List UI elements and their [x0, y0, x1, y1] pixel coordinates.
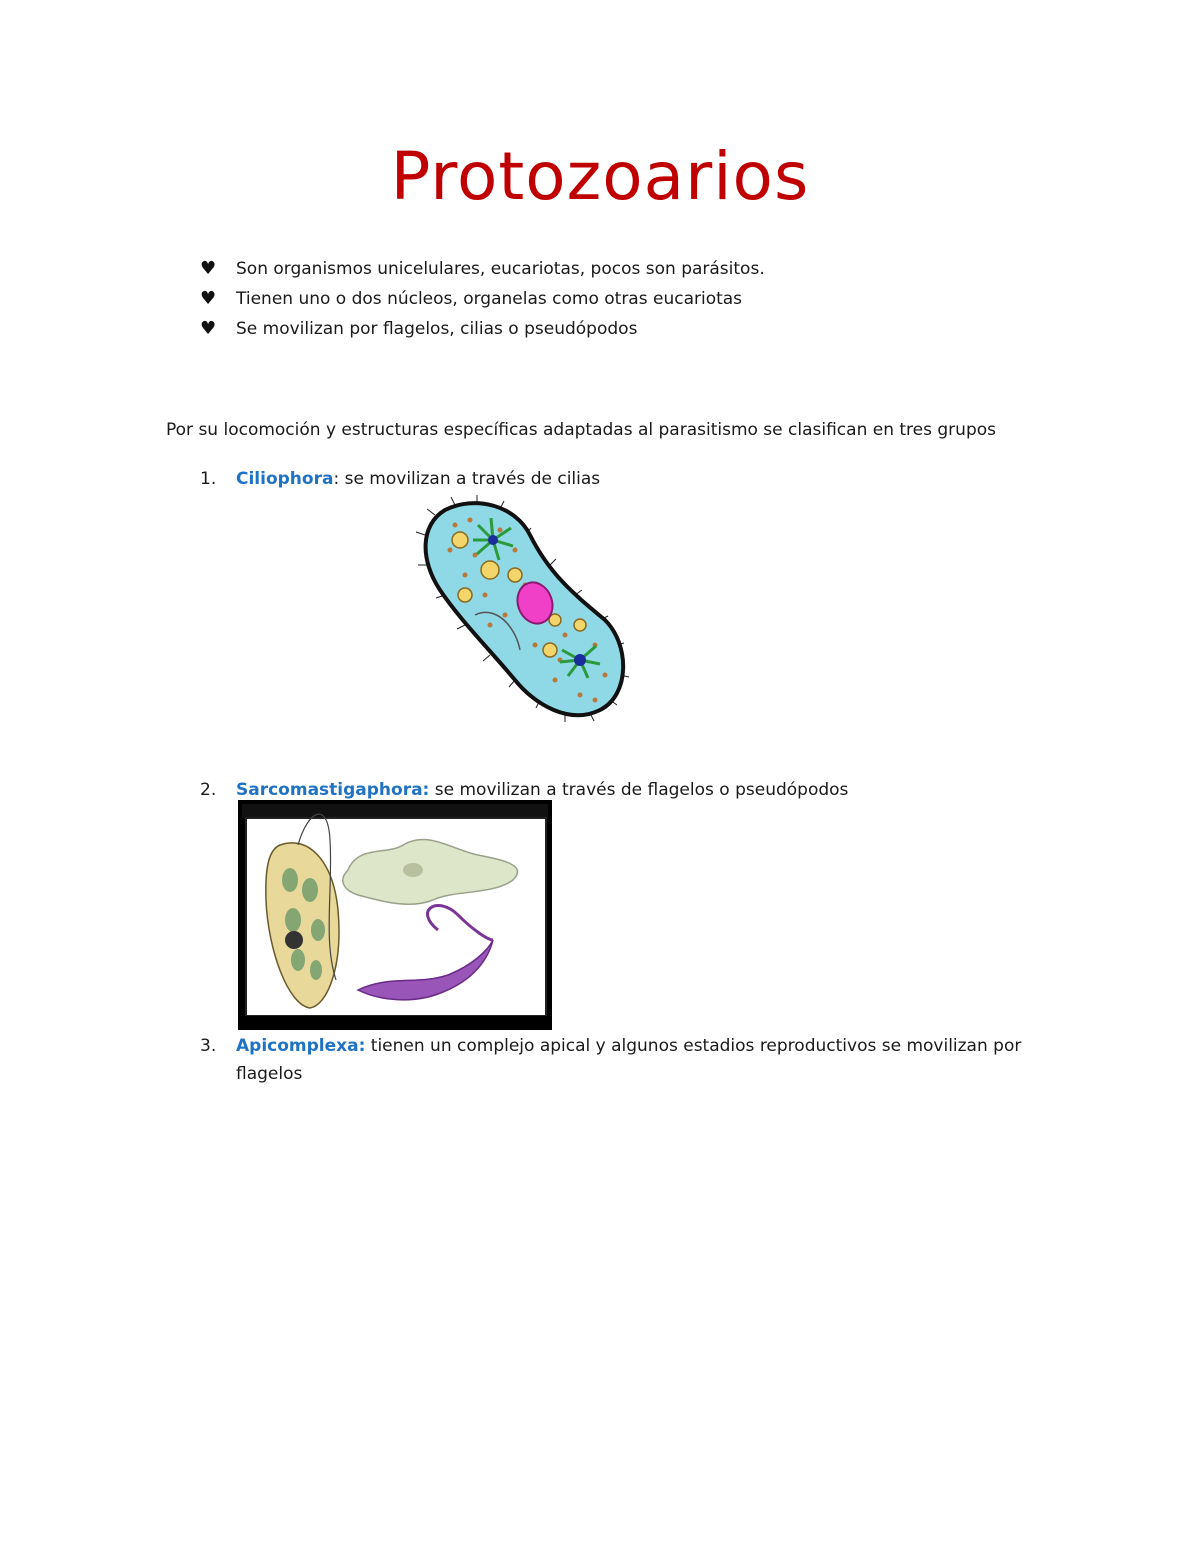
bullet-text: Son organismos unicelulares, eucariotas, pocos son parásitos.: [236, 259, 765, 279]
bullet-list: [200, 254, 765, 344]
item-number: 2.: [200, 780, 217, 800]
bullet-text: Se movilizan por flagelos, cilias o pseudópodos: [236, 319, 638, 339]
item-number: 3.: [200, 1036, 217, 1056]
group-item-ciliophora: [200, 465, 601, 493]
group-description: se movilizan a través de cilias: [339, 469, 601, 489]
group-term: Sarcomastigaphora:: [236, 780, 430, 800]
list-item: [200, 254, 765, 284]
heart-icon: ♥: [200, 258, 217, 279]
paramecium-illustration: [405, 495, 645, 725]
item-number: 1.: [200, 469, 217, 489]
group-description: tienen un complejo apical y algunos estadios reproductivos se movilizan por flagelos: [236, 1036, 1022, 1084]
group-term-separator: :: [333, 469, 340, 489]
heart-icon: ♥: [200, 288, 217, 309]
bullet-text: Tienen uno o dos núcleos, organelas como otras eucariotas: [236, 289, 743, 309]
intro-paragraph: Por su locomoción y estructuras específicas adaptadas al parasitismo se clasifican en tres grupos: [166, 420, 996, 440]
group-term: Ciliophora: [236, 469, 334, 489]
group-item-sarcomastigaphora: [200, 776, 849, 804]
page-title: Protozoarios: [390, 138, 810, 215]
group-term: Apicomplexa:: [236, 1036, 366, 1056]
sarcomastigophora-illustration: [238, 800, 552, 1030]
list-item: [200, 314, 765, 344]
heart-icon: ♥: [200, 318, 217, 339]
list-item: [200, 284, 765, 314]
group-item-apicomplexa: [200, 1032, 1022, 1084]
group-description: se movilizan a través de flagelos o pseudópodos: [429, 780, 849, 800]
